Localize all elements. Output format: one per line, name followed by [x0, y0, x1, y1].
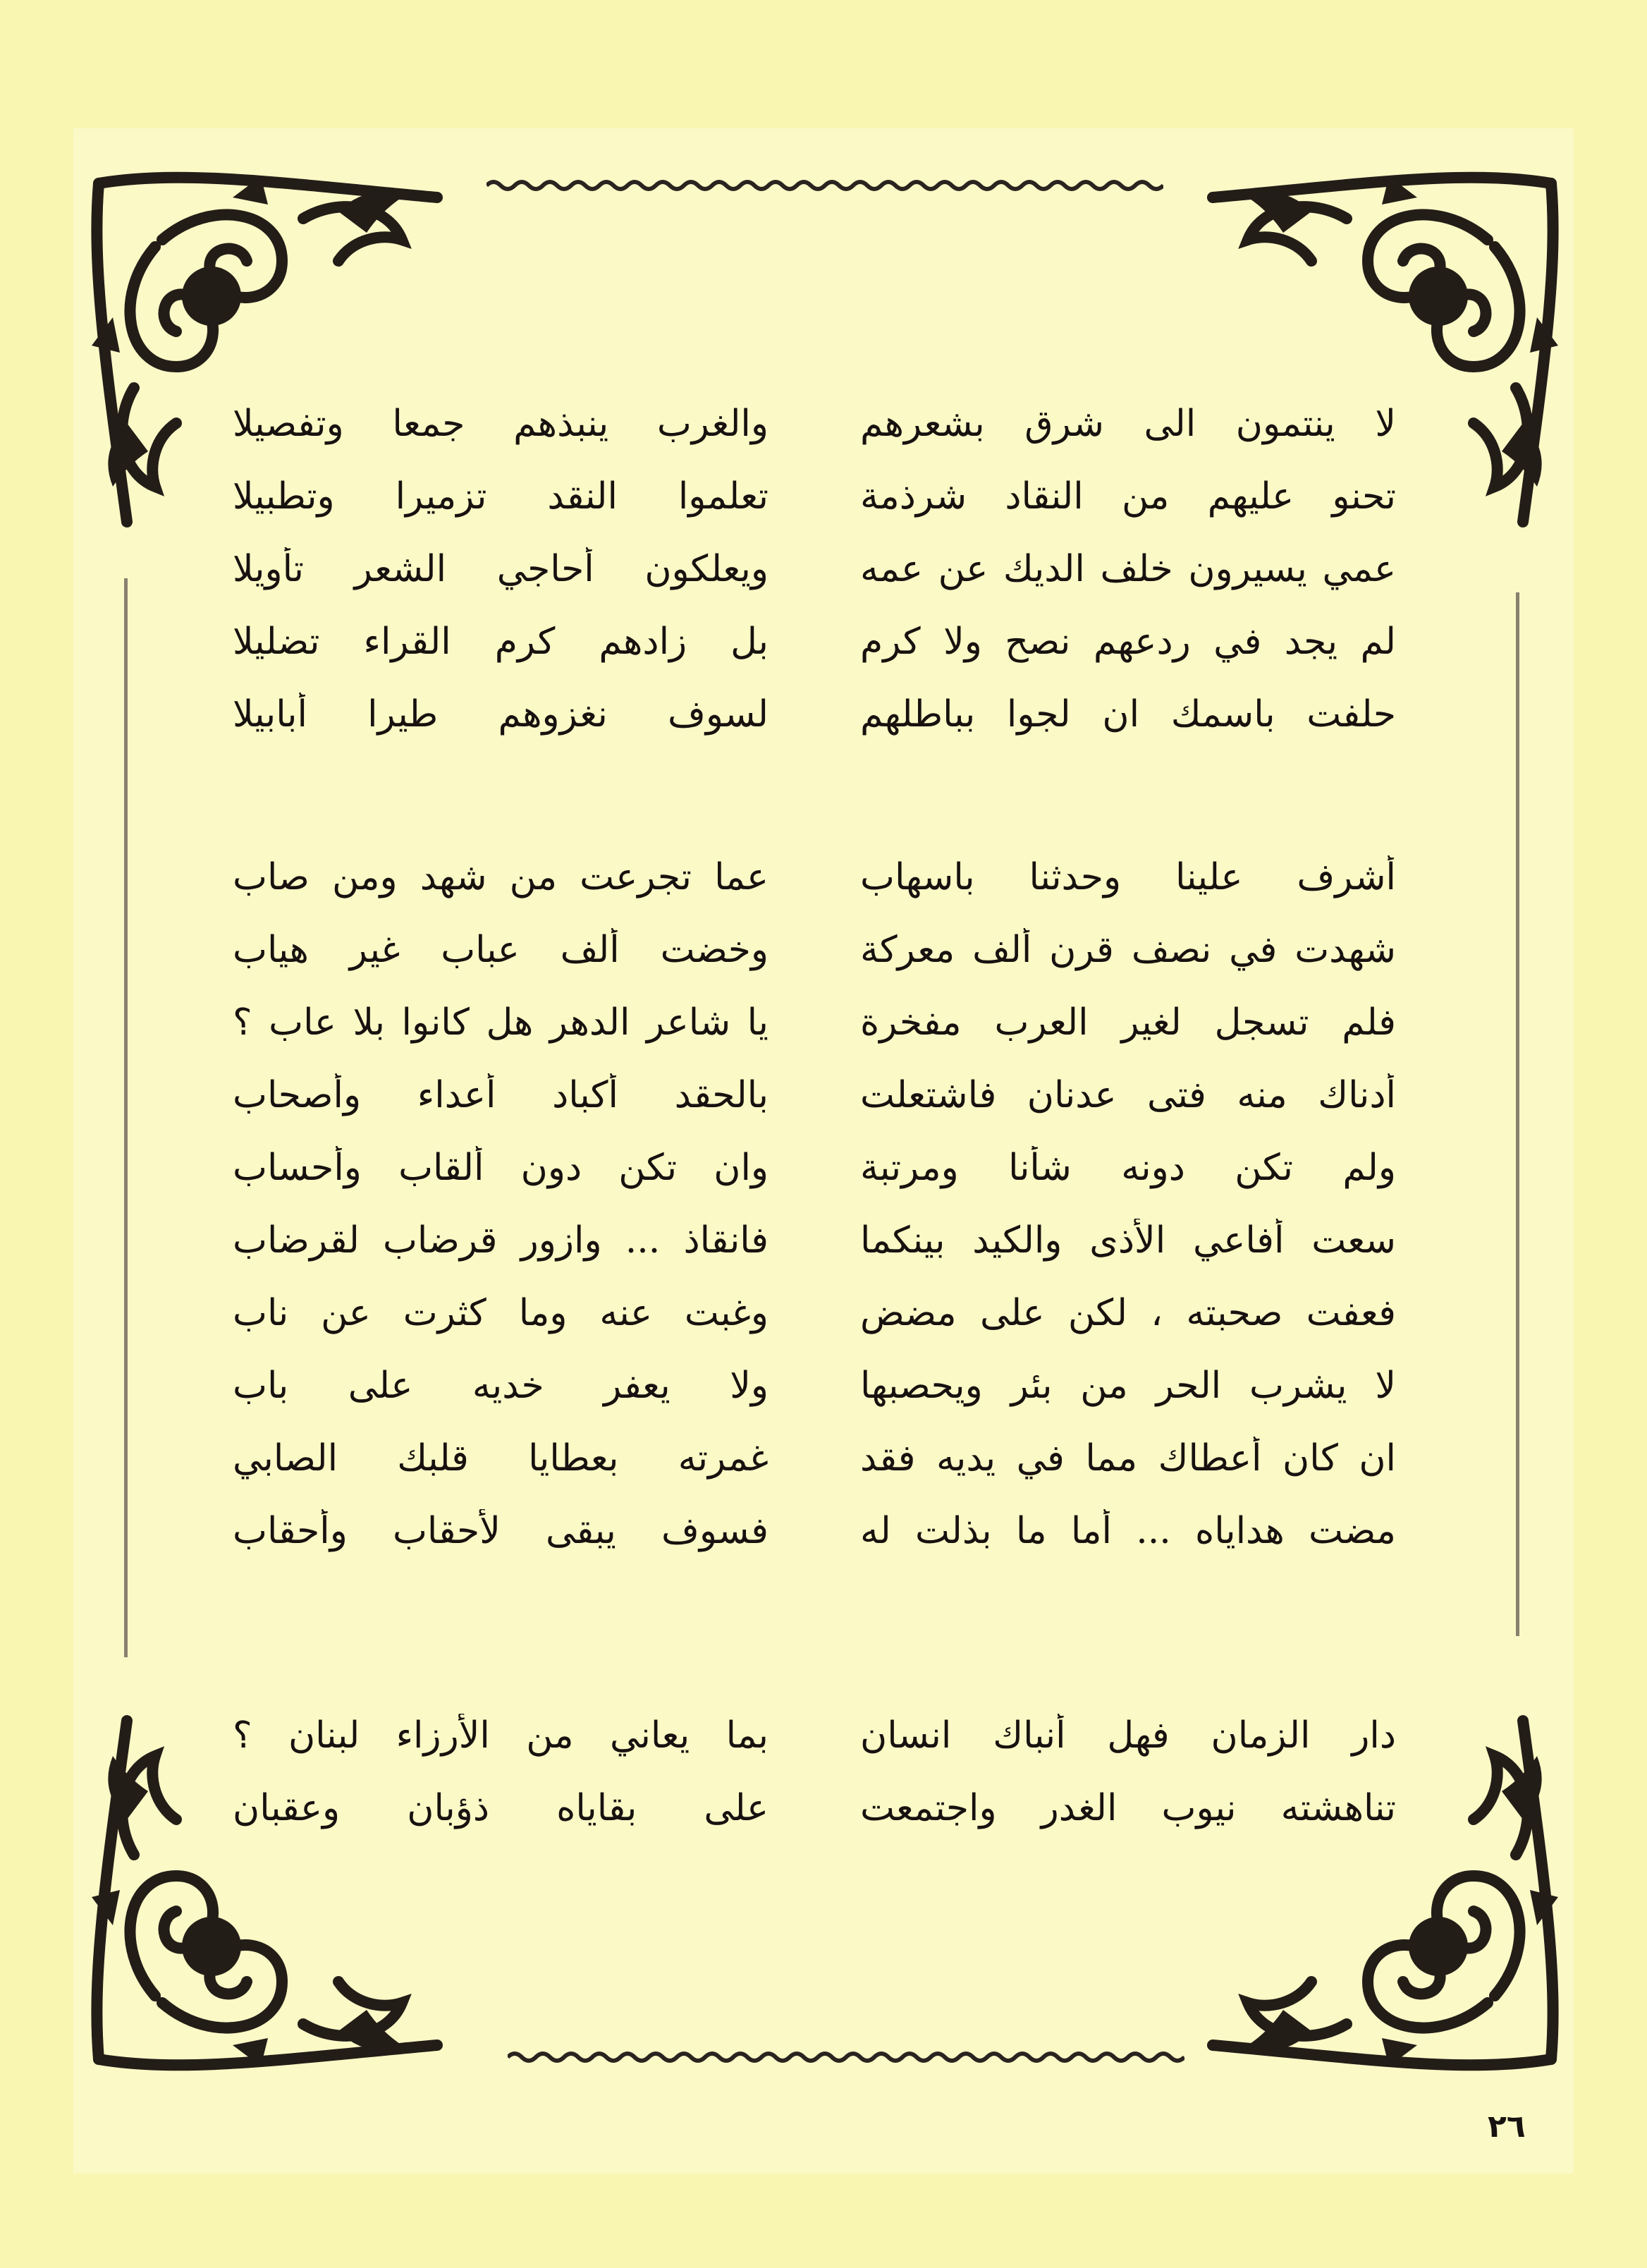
- verse-second-hemistich: بالحقد أكباد أعداء وأصحاب: [233, 1074, 769, 1117]
- verse: [233, 1059, 1396, 1132]
- verse: [233, 678, 1396, 751]
- verse-first-hemistich: ولم تكن دونه شأنا ومرتبة: [860, 1147, 1396, 1190]
- verse-first-hemistich: أشرف علينا وحدثنا باسهاب: [860, 856, 1396, 899]
- frame-line-left: [124, 578, 128, 1657]
- verse-second-hemistich: فانقاذ ... وازور قرضاب لقرضاب: [233, 1219, 769, 1262]
- verse-second-hemistich: غمرته بعطايا قلبك الصابي: [233, 1437, 769, 1480]
- frame-wave-bottom: [508, 2048, 1184, 2066]
- verse-first-hemistich: حلفت باسمك ان لجوا بباطلهم: [860, 693, 1396, 736]
- stanza-2: [233, 841, 1396, 1568]
- verse-first-hemistich: دار الزمان فهل أنباك انسان: [860, 1714, 1396, 1757]
- verse-first-hemistich: ان كان أعطاك مما في يديه فقد: [860, 1437, 1396, 1480]
- verse-first-hemistich: شهدت في نصف قرن ألف معركة: [860, 929, 1396, 972]
- verse: [233, 606, 1396, 678]
- frame-line-right: [1516, 592, 1519, 1636]
- verse-second-hemistich: تعلموا النقد تزميرا وتطبيلا: [233, 475, 769, 518]
- page-number: ٢٦: [1488, 2109, 1526, 2145]
- verse-first-hemistich: لا يشرب الحر من بئر ويحصبها: [860, 1365, 1396, 1408]
- stanza-3: [233, 1700, 1396, 1845]
- verse: [233, 388, 1396, 461]
- verse-second-hemistich: ولا يعفر خديه على باب: [233, 1365, 769, 1408]
- verse-first-hemistich: عمي يسيرون خلف الديك عن عمه: [860, 548, 1396, 591]
- verse: [233, 987, 1396, 1059]
- verse-first-hemistich: لم يجد في ردعهم نصح ولا كرم: [860, 621, 1396, 664]
- verse-second-hemistich: وخضت ألف عباب غير هياب: [233, 929, 769, 972]
- verse-second-hemistich: والغرب ينبذهم جمعا وتفصيلا: [233, 403, 769, 446]
- verse-second-hemistich: فسوف يبقى لأحقاب وأحقاب: [233, 1510, 769, 1553]
- verse-first-hemistich: تحنو عليهم من النقاد شرذمة: [860, 475, 1396, 518]
- verse: [233, 461, 1396, 533]
- verse: [233, 1277, 1396, 1350]
- verse: [233, 841, 1396, 914]
- verse-second-hemistich: بما يعاني من الأرزاء لبنان ؟: [233, 1714, 769, 1757]
- verse-second-hemistich: عما تجرعت من شهد ومن صاب: [233, 856, 769, 899]
- verse: [233, 1205, 1396, 1277]
- verse: [233, 1700, 1396, 1772]
- verse: [233, 1422, 1396, 1495]
- verse: [233, 533, 1396, 606]
- verse: [233, 1495, 1396, 1568]
- verse-second-hemistich: يا شاعر الدهر هل كانوا بلا عاب ؟: [233, 1001, 769, 1044]
- verse-second-hemistich: وان تكن دون ألقاب وأحساب: [233, 1147, 769, 1190]
- verse-second-hemistich: ويعلكون أحاجي الشعر تأويلا: [233, 548, 769, 591]
- frame-wave-top: [486, 176, 1163, 195]
- verse-first-hemistich: لا ينتمون الى شرق بشعرهم: [860, 403, 1396, 446]
- verse: [233, 1350, 1396, 1422]
- verse-first-hemistich: فلم تسجل لغير العرب مفخرة: [860, 1001, 1396, 1044]
- verse: [233, 914, 1396, 987]
- verse: [233, 1132, 1396, 1205]
- verse-first-hemistich: تناهشته نيوب الغدر واجتمعت: [860, 1787, 1396, 1830]
- stanza-1: [233, 388, 1396, 751]
- verse: [233, 1772, 1396, 1845]
- verse-second-hemistich: على بقاياه ذؤبان وعقبان: [233, 1787, 769, 1830]
- verse-first-hemistich: مضت هداياه ... أما ما بذلت له: [860, 1510, 1396, 1553]
- verse-second-hemistich: لسوف نغزوهم طيرا أبابيلا: [233, 693, 769, 736]
- verse-first-hemistich: فعفت صحبته ، لكن على مضض: [860, 1292, 1396, 1335]
- verse-first-hemistich: أدناك منه فتى عدنان فاشتعلت: [860, 1074, 1396, 1117]
- verse-second-hemistich: بل زادهم كرم القراء تضليلا: [233, 621, 769, 664]
- verse-second-hemistich: وغبت عنه وما كثرت عن ناب: [233, 1292, 769, 1335]
- verse-first-hemistich: سعت أفاعي الأذى والكيد بينكما: [860, 1219, 1396, 1262]
